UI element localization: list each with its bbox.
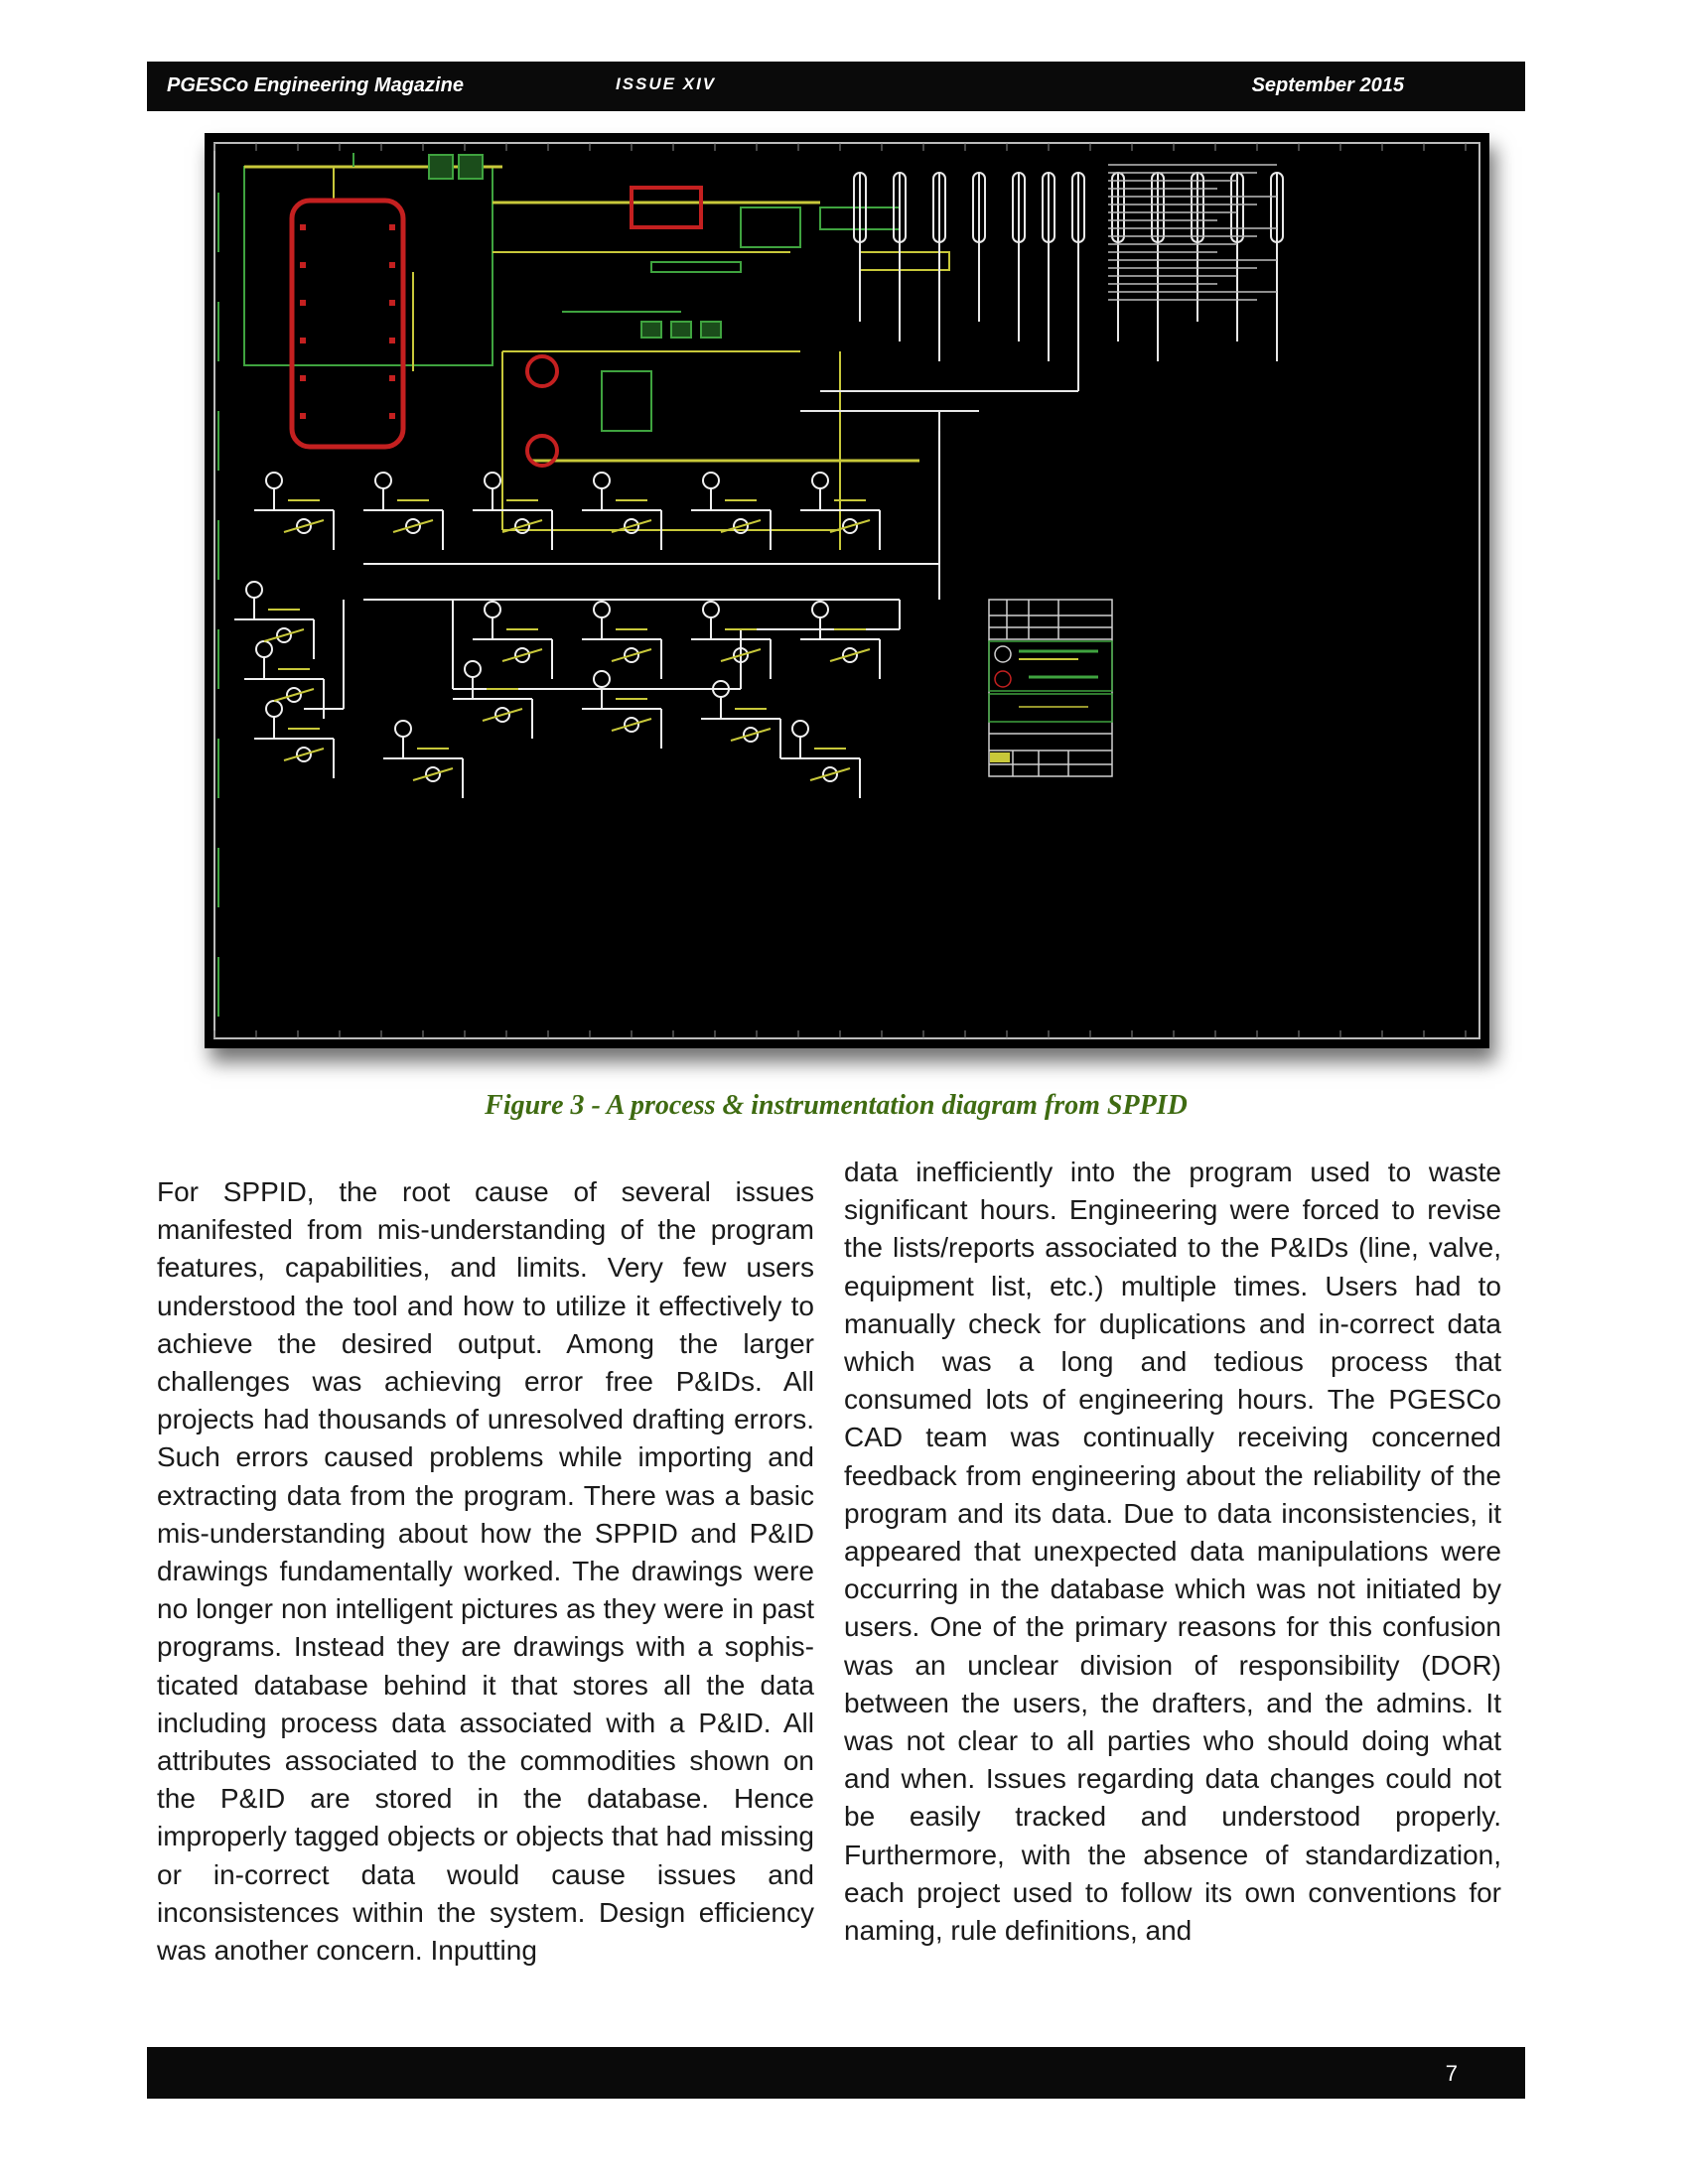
pid-diagram <box>205 133 1489 1048</box>
header-bar <box>147 62 1525 111</box>
page-number: 7 <box>1445 2061 1458 2086</box>
issue-date: September 2015 <box>1251 74 1404 96</box>
footer-bar <box>147 2047 1525 2099</box>
issue-label: ISSUE XIV <box>616 74 717 93</box>
pid-diagram-figure <box>205 133 1489 1048</box>
figure-caption: Figure 3 - A process & instrumentation diagram from SPPID <box>485 1090 1188 1121</box>
magazine-title: PGESCo Engineering Magazine <box>167 74 464 96</box>
body-column-left: For SPPID, the root cause of several issues manifested from mis-understanding of the program features, capabilities, and limits. Very few users understood the tool and how to utilize it effectively to achieve the desired output. Among the larger challenges was achieving error free P&IDs. All projects had thousands of unresolved drafting errors. Such errors caused problems while importing and extracting data from the program. There was a basic mis-understanding about how the SPPID and P&ID drawings fundamentally worked. The drawings were no longer non intelligent pictures as they were in past programs. Instead they are drawings with a sophisticated database behind it that stores all the data including process data associated with a P&ID. All attributes associated to the commodities shown on the P&ID are stored in the database. Hence improperly tagged objects or objects that had missing or in-correct data would cause issues and inconsistences within the system. Design efficiency was another concern. Inputting <box>157 1176 814 1967</box>
body-column-right: data inefficiently into the program used to waste significant hours. Engineering were forced to revise the lists/reports associated to the P&IDs (line, valve, equipment list, etc.) multiple times. Users had to manually check for duplications and in-correct data which was a long and tedious process that consumed lots of engineering hours. The PGESCo CAD team was continually receiving concerned feedback from engineering about the reliability of the program and its data. Due to data inconsistencies, it appeared that unexpected data manipulations were occurring in the database which was not initiated by users. One of the primary reasons for this confusion was an unclear division of responsibility (DOR) between the users, the drafters, and the admins. It was not clear to all parties who should doing what and when. Issues regarding data changes could not be easily tracked and understood properly. Furthermore, with the absence of standardization, each project used to follow its own conventions for naming, rule definitions, and <box>844 1157 1501 1947</box>
